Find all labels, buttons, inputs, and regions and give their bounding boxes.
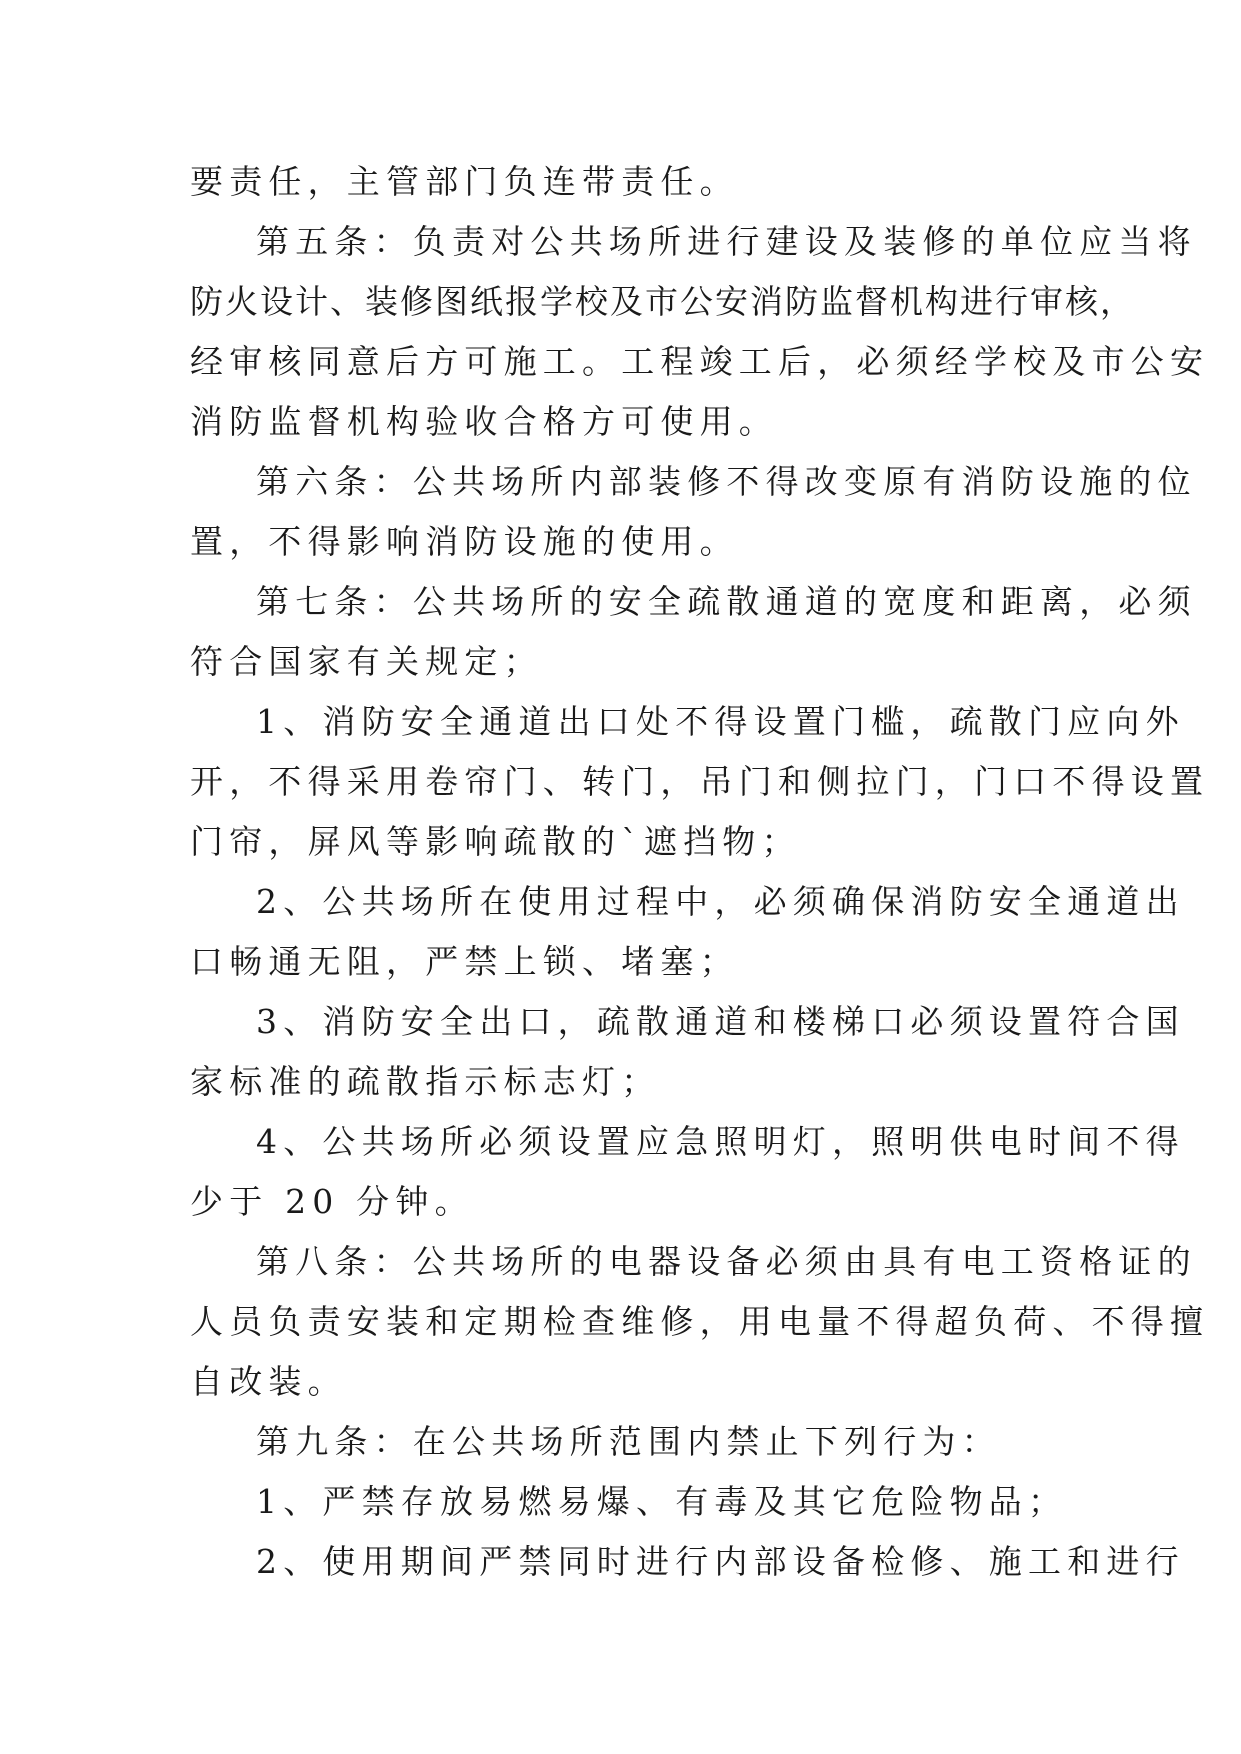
list-item-line: 4、公共场所必须设置应急照明灯，照明供电时间不得 — [256, 1122, 1185, 1161]
text-line: 消防监督机构验收合格方可使用。 — [190, 402, 778, 441]
list-item-line: 1、严禁存放易燃易爆、有毒及其它危险物品； — [256, 1482, 1068, 1521]
list-item-line: 2、公共场所在使用过程中，必须确保消防安全通道出 — [256, 882, 1185, 921]
article-5-heading-line: 第五条：负责对公共场所进行建设及装修的单位应当将 — [256, 222, 1197, 261]
list-item-line: 1、消防安全通道出口处不得设置门槛，疏散门应向外 — [256, 702, 1185, 741]
text-line: 人员负责安装和定期检查维修，用电量不得超负荷、不得擅 — [190, 1302, 1210, 1341]
text-line: 少于 20 分钟。 — [190, 1182, 474, 1221]
article-9-heading-line: 第九条：在公共场所范围内禁止下列行为： — [256, 1422, 1001, 1461]
list-item-line: 2、使用期间严禁同时进行内部设备检修、施工和进行 — [256, 1542, 1185, 1581]
text-line: 口畅通无阻，严禁上锁、堵塞； — [190, 942, 739, 981]
text-line: 家标准的疏散指示标志灯； — [190, 1062, 661, 1101]
text-line: 置，不得影响消防设施的使用。 — [190, 522, 739, 561]
text-line: 自改装。 — [190, 1362, 347, 1401]
document-body — [190, 152, 1210, 1592]
text-line: 要责任，主管部门负连带责任。 — [190, 162, 739, 201]
list-item-line: 3、消防安全出口，疏散通道和楼梯口必须设置符合国 — [256, 1002, 1185, 1041]
article-8-heading-line: 第八条：公共场所的电器设备必须由具有电工资格证的 — [256, 1242, 1197, 1281]
text-line: 防火设计、装修图纸报学校及市公安消防监督机构进行审核， — [190, 282, 1135, 321]
text-line: 符合国家有关规定； — [190, 642, 543, 681]
article-6-heading-line: 第六条：公共场所内部装修不得改变原有消防设施的位 — [256, 462, 1197, 501]
text-line: 门帘，屏风等影响疏散的`遮挡物； — [190, 822, 801, 861]
article-7-heading-line: 第七条：公共场所的安全疏散通道的宽度和距离，必须 — [256, 582, 1197, 621]
text-line: 经审核同意后方可施工。工程竣工后，必须经学校及市公安 — [190, 342, 1210, 381]
text-line: 开，不得采用卷帘门、转门，吊门和侧拉门，门口不得设置 — [190, 762, 1210, 801]
